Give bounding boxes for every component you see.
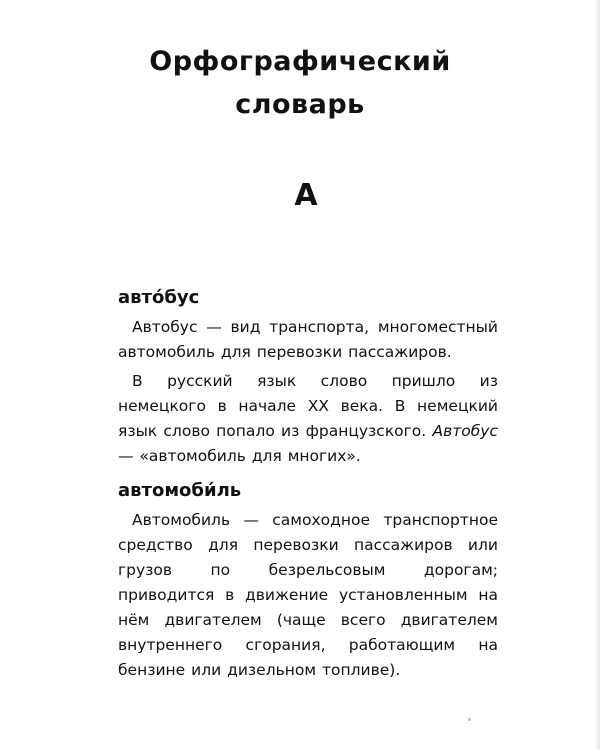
etymology-text: В русский язык слово пришло из немецкого в начале XX века. В немецкий язык слово попало из французского. bbox=[118, 372, 498, 440]
entry-etymology bbox=[118, 369, 498, 469]
dictionary-entry bbox=[118, 285, 498, 473]
page-title-line-2: словарь bbox=[235, 89, 365, 120]
page-edge-shadow bbox=[594, 0, 600, 750]
entry-definition: Автобус — вид транспорта, многоместный автомобиль для перевозки пассажиров. bbox=[118, 318, 498, 361]
entry-headword: автомоби́ль bbox=[118, 480, 242, 501]
entry-headword: авто́бус bbox=[118, 287, 200, 308]
etymology-italic-word: Автобус bbox=[432, 422, 498, 440]
section-letter: А bbox=[294, 178, 318, 213]
scan-speck bbox=[468, 718, 471, 721]
dictionary-entry bbox=[118, 478, 498, 687]
etymology-gloss: — «автомобиль для многих». bbox=[118, 447, 361, 465]
entry-definition: Автомобиль — самоходное транспортное средство для перевозки пассажиров или грузов по безрельсовым дорогам; приводится в движение установленным на нём двигателем (чаще всего двигателем внутреннего сгорания, работающим на бензине или дизельном топливе). bbox=[118, 511, 498, 679]
page-title-line-1: Орфографический bbox=[149, 46, 451, 77]
page-title bbox=[0, 40, 600, 126]
